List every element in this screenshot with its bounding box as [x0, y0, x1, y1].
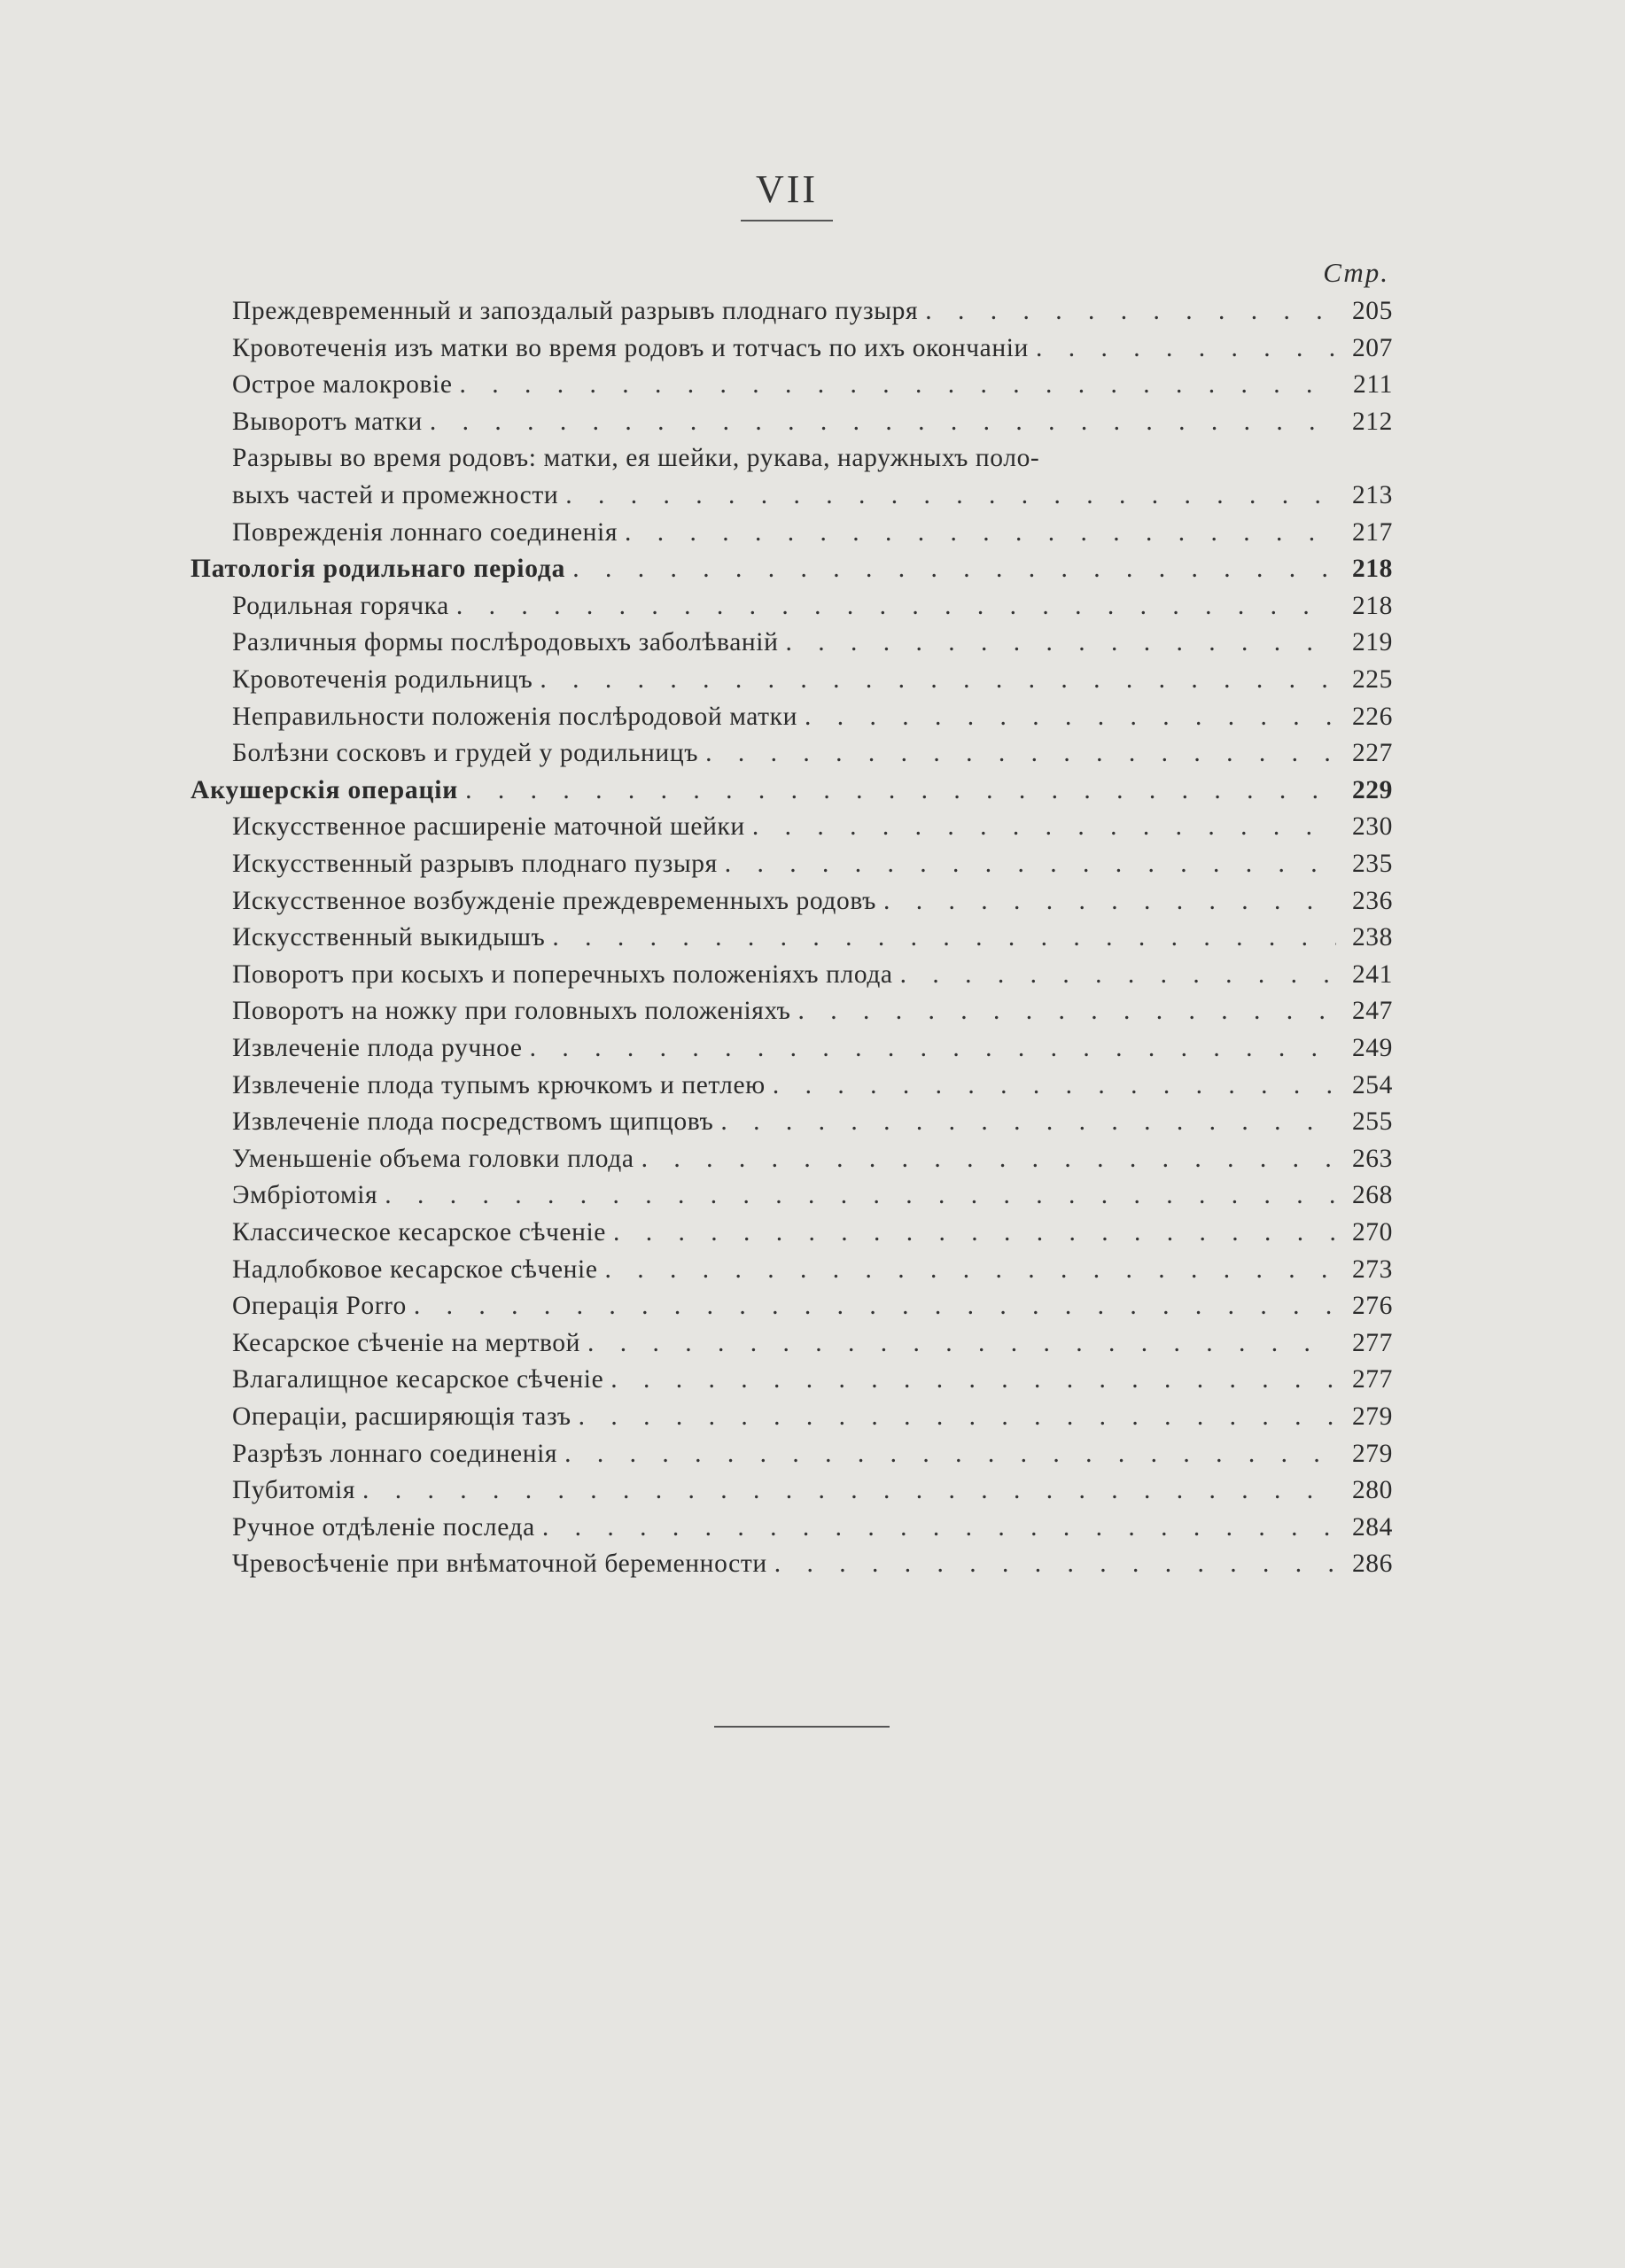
- dot-leader: [641, 1140, 1336, 1177]
- toc-entry-row: [0, 734, 1625, 772]
- dot-leader: [883, 882, 1336, 920]
- toc-entry: [232, 1435, 1393, 1472]
- toc-entry: [232, 514, 1393, 551]
- toc-section-row: [0, 772, 1625, 809]
- toc-page-number: 236: [1351, 886, 1393, 915]
- toc-entry: [232, 1140, 1393, 1177]
- dot-leader: [460, 366, 1336, 403]
- toc-entry-title: Извлеченіе плода посредствомъ щипцовъ: [232, 1107, 714, 1137]
- toc-entry-title: Операція Porro: [232, 1292, 407, 1321]
- toc-page-number: 238: [1351, 923, 1393, 952]
- toc-entry-row: [0, 956, 1625, 993]
- dot-leader: [414, 1287, 1336, 1324]
- toc-entry-row: [0, 661, 1625, 698]
- toc-entry-title: Неправильности положенія послѣродовой матки: [232, 702, 797, 731]
- toc-page-number: 279: [1351, 1439, 1393, 1468]
- toc-entry-row: [0, 882, 1625, 920]
- toc-page-number: 205: [1351, 297, 1393, 325]
- dot-leader: [785, 624, 1336, 661]
- toc-entry-row: [0, 330, 1625, 367]
- toc-entry-title: выхъ частей и промежности: [232, 481, 559, 509]
- toc-entry-row: [0, 403, 1625, 440]
- footer-rule: [714, 1726, 890, 1728]
- toc-entry-row: [0, 992, 1625, 1029]
- dot-leader: [752, 808, 1336, 845]
- header-rule: [741, 220, 833, 221]
- toc-entry-title: Болѣзни сосковъ и грудей у родильницъ: [232, 739, 699, 768]
- toc-entry: [232, 956, 1393, 993]
- toc-entry: [232, 403, 1393, 440]
- toc-entry-row: [0, 1324, 1625, 1362]
- toc-entry-title: Кровотеченія изъ матки во время родовъ и тотчасъ по ихъ окончаніи: [232, 333, 1029, 362]
- toc-entry-row: [0, 1435, 1625, 1472]
- toc-entry: [232, 624, 1393, 661]
- toc-entry: [232, 330, 1393, 367]
- toc-page-number: 268: [1351, 1181, 1393, 1210]
- dot-leader: [572, 550, 1336, 587]
- toc-entry-title: Родильная горячка: [232, 591, 449, 620]
- toc-entry-title: Поворотъ при косыхъ и поперечныхъ положеніяхъ плода: [232, 959, 893, 989]
- toc-entry-row: [0, 1472, 1625, 1509]
- toc-page-number: 229: [1351, 775, 1393, 804]
- toc-entry-row: [0, 1509, 1625, 1546]
- toc-entry-row: [0, 1177, 1625, 1214]
- toc-entry-row: [0, 1361, 1625, 1398]
- dot-leader: [725, 845, 1336, 882]
- dot-leader: [465, 772, 1336, 809]
- toc-entry: [232, 1251, 1393, 1288]
- toc-entry: [232, 698, 1393, 735]
- toc-page-number: 226: [1351, 702, 1393, 731]
- dot-leader: [565, 477, 1336, 514]
- toc-entry: [232, 1029, 1393, 1067]
- toc-entry-row: [0, 292, 1625, 330]
- toc-entry-title: Различныя формы послѣродовыхъ заболѣваній: [232, 628, 779, 657]
- toc-entry-title: Разрѣзъ лоннаго соединенія: [232, 1439, 558, 1468]
- dot-leader: [587, 1324, 1336, 1362]
- toc-entry: [232, 1214, 1393, 1251]
- dot-leader: [564, 1435, 1336, 1472]
- toc-entry: [232, 366, 1393, 403]
- toc-entry: [232, 734, 1393, 772]
- toc-entry-title: Операціи, расширяющія тазъ: [232, 1402, 571, 1431]
- toc-section-title: Акушерскія операціи: [190, 775, 459, 804]
- dot-leader: [579, 1398, 1336, 1435]
- toc-entry-row: [0, 1545, 1625, 1582]
- toc-page-number: 230: [1351, 812, 1393, 842]
- toc-entry-row: [0, 808, 1625, 845]
- toc-page-number: 218: [1351, 591, 1393, 620]
- toc-entry-row: [0, 919, 1625, 956]
- toc-entry-title: Уменьшеніе объема головки плода: [232, 1144, 634, 1173]
- toc-entry-row: [0, 587, 1625, 625]
- toc-section-title: Патологія родильнаго періода: [190, 555, 566, 584]
- toc-entry: [232, 1324, 1393, 1362]
- toc-entry: [232, 882, 1393, 920]
- toc-page-number: 247: [1351, 997, 1393, 1026]
- toc-entry: [190, 550, 1393, 587]
- toc-entry-row: [0, 1067, 1625, 1104]
- dot-leader: [540, 661, 1336, 698]
- toc-entry: [232, 1398, 1393, 1435]
- dot-leader: [362, 1472, 1336, 1509]
- toc-page-number: 277: [1351, 1328, 1393, 1357]
- dot-leader: [925, 292, 1336, 330]
- toc-page-number: 241: [1351, 959, 1393, 989]
- toc-entry: [232, 1509, 1393, 1546]
- toc-entry: [232, 845, 1393, 882]
- toc-entry-title: Кесарское сѣченіе на мертвой: [232, 1328, 581, 1357]
- toc-entry-title: Острое малокровіе: [232, 370, 453, 400]
- dot-leader: [720, 1103, 1336, 1140]
- dot-leader: [774, 1545, 1336, 1582]
- toc-entry-row: [0, 1398, 1625, 1435]
- toc-entry-title: Искусственное возбужденіе преждевременныхъ родовъ: [232, 886, 877, 915]
- toc-page-number: 213: [1351, 481, 1393, 509]
- dot-leader: [456, 587, 1336, 625]
- toc-page-number: 218: [1351, 555, 1393, 584]
- toc-entry-row: [0, 698, 1625, 735]
- toc-entry-row: [0, 1214, 1625, 1251]
- toc-page-number: 273: [1351, 1254, 1393, 1284]
- toc-entry-title: Чревосѣченіе при внѣматочной беременности: [232, 1550, 767, 1579]
- toc-entry: [232, 587, 1393, 625]
- toc-page-number: 219: [1351, 628, 1393, 657]
- toc-entry-title: Искусственный разрывъ плоднаго пузыря: [232, 850, 718, 878]
- dot-leader: [430, 403, 1336, 440]
- toc-page-number: 217: [1351, 517, 1393, 547]
- toc-entry-title: Поворотъ на ножку при головныхъ положеніяхъ: [232, 997, 791, 1026]
- toc-entry: [232, 1545, 1393, 1582]
- toc-entry-title: Классическое кесарское сѣченіе: [232, 1218, 606, 1247]
- dot-leader: [1036, 330, 1336, 367]
- toc-page-number: 276: [1351, 1292, 1393, 1321]
- toc-page-number: 254: [1351, 1070, 1393, 1099]
- toc-page-number: 207: [1351, 333, 1393, 362]
- dot-leader: [605, 1251, 1336, 1288]
- toc-entry: [190, 772, 1393, 809]
- toc-page-number: 227: [1351, 739, 1393, 768]
- toc-entry: [232, 1103, 1393, 1140]
- toc-entry-row: [0, 1103, 1625, 1140]
- toc-page-number: 235: [1351, 850, 1393, 878]
- dot-leader: [798, 992, 1336, 1029]
- toc-entry: [232, 292, 1393, 330]
- toc-page-number: 284: [1351, 1512, 1393, 1542]
- toc-page-number: 270: [1351, 1218, 1393, 1247]
- toc-page-number: 263: [1351, 1144, 1393, 1173]
- dot-leader: [900, 956, 1336, 993]
- toc-page-number: 249: [1351, 1034, 1393, 1062]
- dot-leader: [542, 1509, 1336, 1546]
- toc-entry-title: Искусственное расширеніе маточной шейки: [232, 812, 745, 842]
- toc-page-number: 279: [1351, 1402, 1393, 1431]
- toc-entry-row: [0, 439, 1625, 477]
- toc-entry-title: Эмбріотомія: [232, 1181, 378, 1210]
- toc-entry-row: [0, 366, 1625, 403]
- toc-entry-title: Разрывы во время родовъ: матки, ея шейки, рукава, наружныхъ поло-: [232, 444, 1040, 473]
- toc-page-number: 255: [1351, 1107, 1393, 1137]
- toc-page-number: 225: [1351, 665, 1393, 694]
- dot-leader: [552, 919, 1336, 956]
- toc-entry-title: Извлеченіе плода ручное: [232, 1034, 523, 1062]
- toc-entry: [232, 919, 1393, 956]
- toc-entry: [232, 661, 1393, 698]
- toc-entry: [232, 1472, 1393, 1509]
- toc-page-number: 277: [1351, 1365, 1393, 1394]
- dot-leader: [705, 734, 1336, 772]
- toc-entry-row: [0, 1287, 1625, 1324]
- toc-entry: [232, 1177, 1393, 1214]
- toc-entry-title: Выворотъ матки: [232, 407, 423, 436]
- toc-page-number: 212: [1351, 407, 1393, 436]
- toc-entry: [232, 808, 1393, 845]
- dot-leader: [530, 1029, 1336, 1067]
- toc-entry: [232, 1287, 1393, 1324]
- toc-entry-row: [0, 477, 1625, 514]
- toc-entry-title: Ручное отдѣленіе последа: [232, 1512, 535, 1542]
- toc-page-number: 280: [1351, 1476, 1393, 1505]
- toc-entry: [232, 477, 1393, 514]
- toc-page-number: 286: [1351, 1550, 1393, 1579]
- toc-entry-title: Кровотеченія родильницъ: [232, 665, 533, 694]
- dot-leader: [805, 698, 1336, 735]
- toc-entry-title: Надлобковое кесарское сѣченіе: [232, 1254, 598, 1284]
- dot-leader: [773, 1067, 1336, 1104]
- dot-leader: [610, 1361, 1336, 1398]
- toc-entry-row: [0, 514, 1625, 551]
- toc-page-number: 211: [1353, 370, 1393, 400]
- toc-entry-row: [0, 845, 1625, 882]
- page-number: VII: [755, 167, 819, 211]
- dot-leader: [625, 514, 1336, 551]
- dot-leader: [613, 1214, 1336, 1251]
- toc-entry-title: Поврежденія лоннаго соединенія: [232, 517, 618, 547]
- toc-entry-title: Пубитомія: [232, 1476, 355, 1505]
- toc-section-row: [0, 550, 1625, 587]
- toc-entry-title: Влагалищное кесарское сѣченіе: [232, 1365, 604, 1394]
- dot-leader: [385, 1177, 1336, 1214]
- toc-entry: [232, 1361, 1393, 1398]
- toc-entry-row: [0, 1251, 1625, 1288]
- toc-entry: [232, 439, 1393, 477]
- toc-entry-row: [0, 1140, 1625, 1177]
- toc-entry-row: [0, 1029, 1625, 1067]
- toc-entry-title: Преждевременный и запоздалый разрывъ плоднаго пузыря: [232, 297, 919, 325]
- toc-entry-row: [0, 624, 1625, 661]
- toc-entry-title: Извлеченіе плода тупымъ крючкомъ и петлею: [232, 1070, 766, 1099]
- page-column-header: Стр.: [1323, 257, 1389, 288]
- toc-entry: [232, 1067, 1393, 1104]
- toc-entry: [232, 992, 1393, 1029]
- toc-entry-title: Искусственный выкидышъ: [232, 923, 546, 952]
